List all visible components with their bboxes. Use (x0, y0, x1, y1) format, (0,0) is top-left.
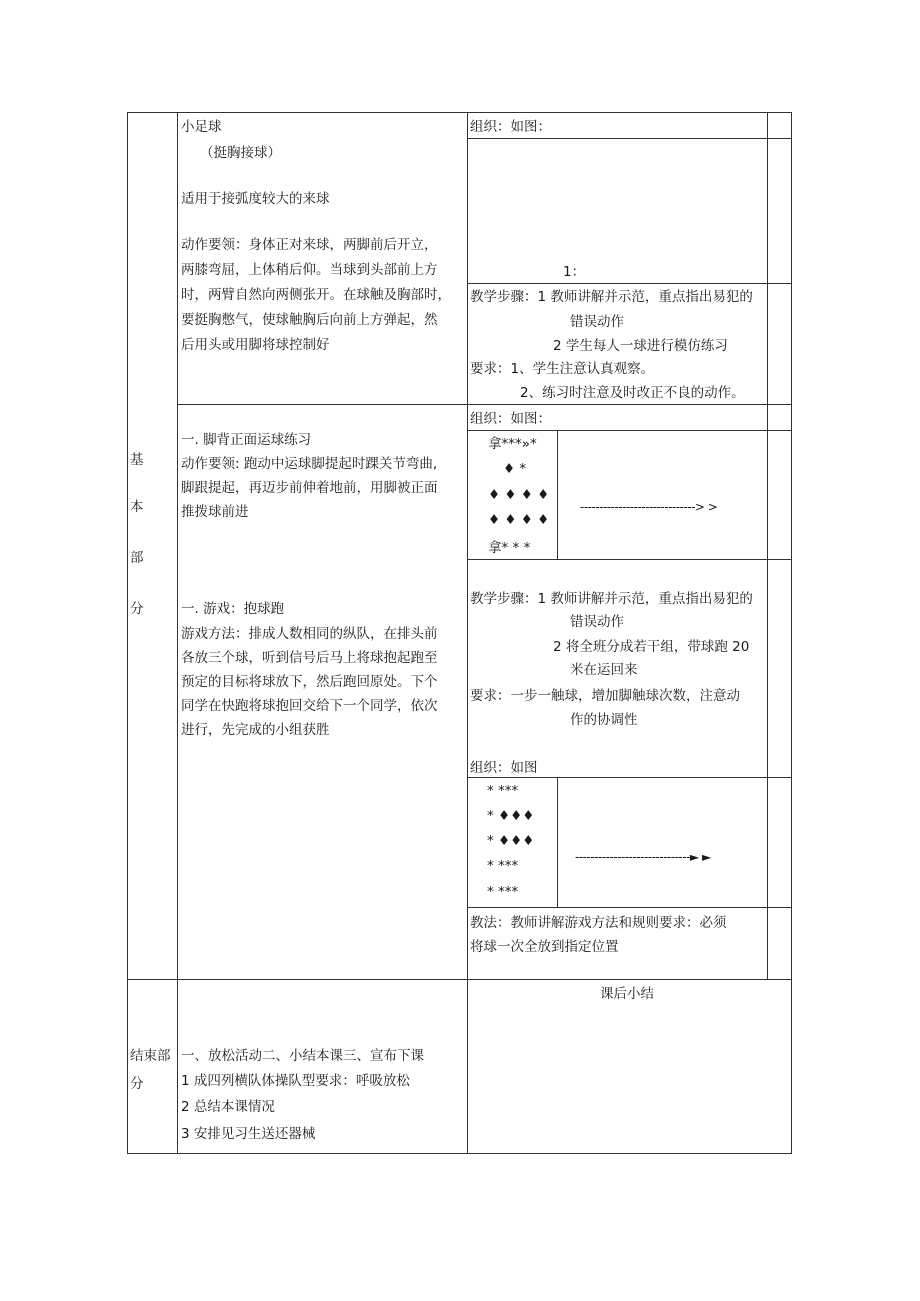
table-right-border (791, 112, 792, 1154)
section1-requirement: 2、练习时注意及时改正不良的动作。 (520, 385, 745, 401)
basic-part-char-1: 基 (130, 452, 144, 468)
end-part-line-1: 结束部 (130, 1048, 171, 1064)
section1-subtitle: （挺胸接球） (200, 145, 281, 161)
row-divider-c3-5 (467, 559, 792, 560)
section2-requirement: 作的协调性 (570, 712, 638, 728)
row-divider-c3-3 (467, 404, 792, 405)
col-divider-2 (467, 112, 468, 1154)
section3-method-line: 预定的目标将球放下，然后跑回原处。下个 (181, 674, 438, 690)
ending-line: 1 成四列横队体操队型要求：呼吸放松 (181, 1073, 410, 1089)
section3-method-line: 游戏方法：排成人数相同的纵队，在排头前 (181, 626, 438, 642)
section3-teaching-line: 将球一次全放到指定位置 (470, 939, 619, 955)
table-left-border (127, 112, 128, 1154)
section3-org-label: 组织：如图 (470, 760, 538, 776)
basic-part-char-3: 部 (130, 550, 144, 566)
section1-applicable: 适用于接弧度较大的来球 (181, 191, 330, 207)
diagram2-divider (557, 777, 558, 907)
row-divider-c3-4 (467, 430, 792, 431)
formation1-row: 拿* * * (488, 540, 531, 556)
formation2-row: * *** (487, 783, 519, 799)
formation2-row: * *** (487, 858, 519, 874)
row-divider-col2-a (177, 404, 468, 405)
section1-essentials-line: 动作要领：身体正对来球，两脚前后开立， (181, 237, 438, 253)
section1-essentials-line: 后用头或用脚将球控制好 (181, 337, 330, 353)
basic-part-char-2: 本 (130, 499, 144, 515)
ending-line: 一、放松活动二、小结本课三、宣布下课 (181, 1048, 424, 1064)
section3-method-line: 同学在快跑将球抱回交给下一个同学，依次 (181, 698, 438, 714)
ending-line: 2 总结本课情况 (181, 1099, 275, 1115)
formation1-row: 拿***»* (488, 436, 537, 452)
section1-org-label: 组织：如图： (470, 119, 551, 135)
section1-step: 2 学生每人一球进行模仿练习 (553, 338, 728, 354)
section1-essentials-line: 两膝弯屈，上体稍后仰。当球到头部前上方 (181, 262, 438, 278)
row-divider-c3-7 (467, 907, 792, 908)
row-divider-c3-1 (467, 138, 792, 139)
section1-requirement: 要求：1、学生注意认真观察。 (470, 361, 655, 377)
section1-figure-label: 1： (563, 264, 586, 280)
section2-essentials-line: 推拨球前进 (181, 504, 249, 520)
col-divider-3 (767, 112, 768, 980)
formation1-arrow: ------------------------------> > (580, 500, 718, 514)
section2-step: 米在运回来 (570, 662, 638, 678)
section2-step: 2 将全班分成若干组，带球跑 20 (553, 639, 750, 655)
formation1-row: ♦ ♦ ♦ ♦ (488, 487, 550, 503)
table-bottom-border (127, 1153, 792, 1154)
ending-line: 3 安排见习生送还器械 (181, 1126, 316, 1142)
table-top-border (127, 112, 792, 113)
row-divider-c3-6 (467, 777, 792, 778)
section1-essentials-line: 要挺胸憋气，使球触胸后向前上方弹起，然 (181, 312, 438, 328)
row-divider-c3-2 (467, 283, 792, 284)
section2-step: 教学步骤：1 教师讲解并示范，重点指出易犯的 (470, 591, 753, 607)
end-part-line-2: 分 (130, 1076, 144, 1092)
section2-essentials-line: 动作要领: 跑动中运球脚提起时踝关节弯曲, (181, 456, 438, 472)
formation2-row: * ♦♦♦ (487, 808, 535, 824)
diagram1-divider (557, 430, 558, 559)
formation2-row: * *** (487, 884, 519, 900)
section2-title: 一. 脚背正面运球练习 (181, 432, 312, 448)
row-divider-ending (127, 979, 792, 980)
formation2-row: * ♦♦♦ (487, 833, 535, 849)
section1-step: 教学步骤：1 教师讲解并示范，重点指出易犯的 (470, 289, 753, 305)
section3-teaching-line: 教法：教师讲解游戏方法和规则要求：必须 (470, 915, 727, 931)
basic-part-char-4: 分 (130, 601, 144, 617)
section2-org-label: 组织：如图： (470, 411, 551, 427)
formation1-row: ♦ ♦ ♦ ♦ (488, 512, 550, 528)
section1-essentials-line: 时，两臂自然向两侧张开。在球触及胸部时， (181, 287, 451, 303)
formation2-arrow: ------------------------------► ► (575, 850, 711, 864)
section2-step: 错误动作 (570, 614, 624, 630)
section1-title: 小足球 (181, 119, 222, 135)
section1-step: 错误动作 (570, 314, 624, 330)
col-divider-1 (177, 112, 178, 1154)
summary-title: 课后小结 (600, 986, 654, 1002)
section3-title: 一. 游戏：抱球跑 (181, 601, 285, 617)
section2-essentials-line: 脚跟提起，再迈步前伸着地前，用脚被正面 (181, 480, 438, 496)
section2-requirement: 要求：一步一触球，增加脚触球次数，注意动 (470, 688, 740, 704)
section3-method-line: 各放三个球，听到信号后马上将球抱起跑至 (181, 650, 438, 666)
formation1-row: ♦ * (503, 461, 527, 477)
section3-method-line: 进行，先完成的小组获胜 (181, 722, 330, 738)
